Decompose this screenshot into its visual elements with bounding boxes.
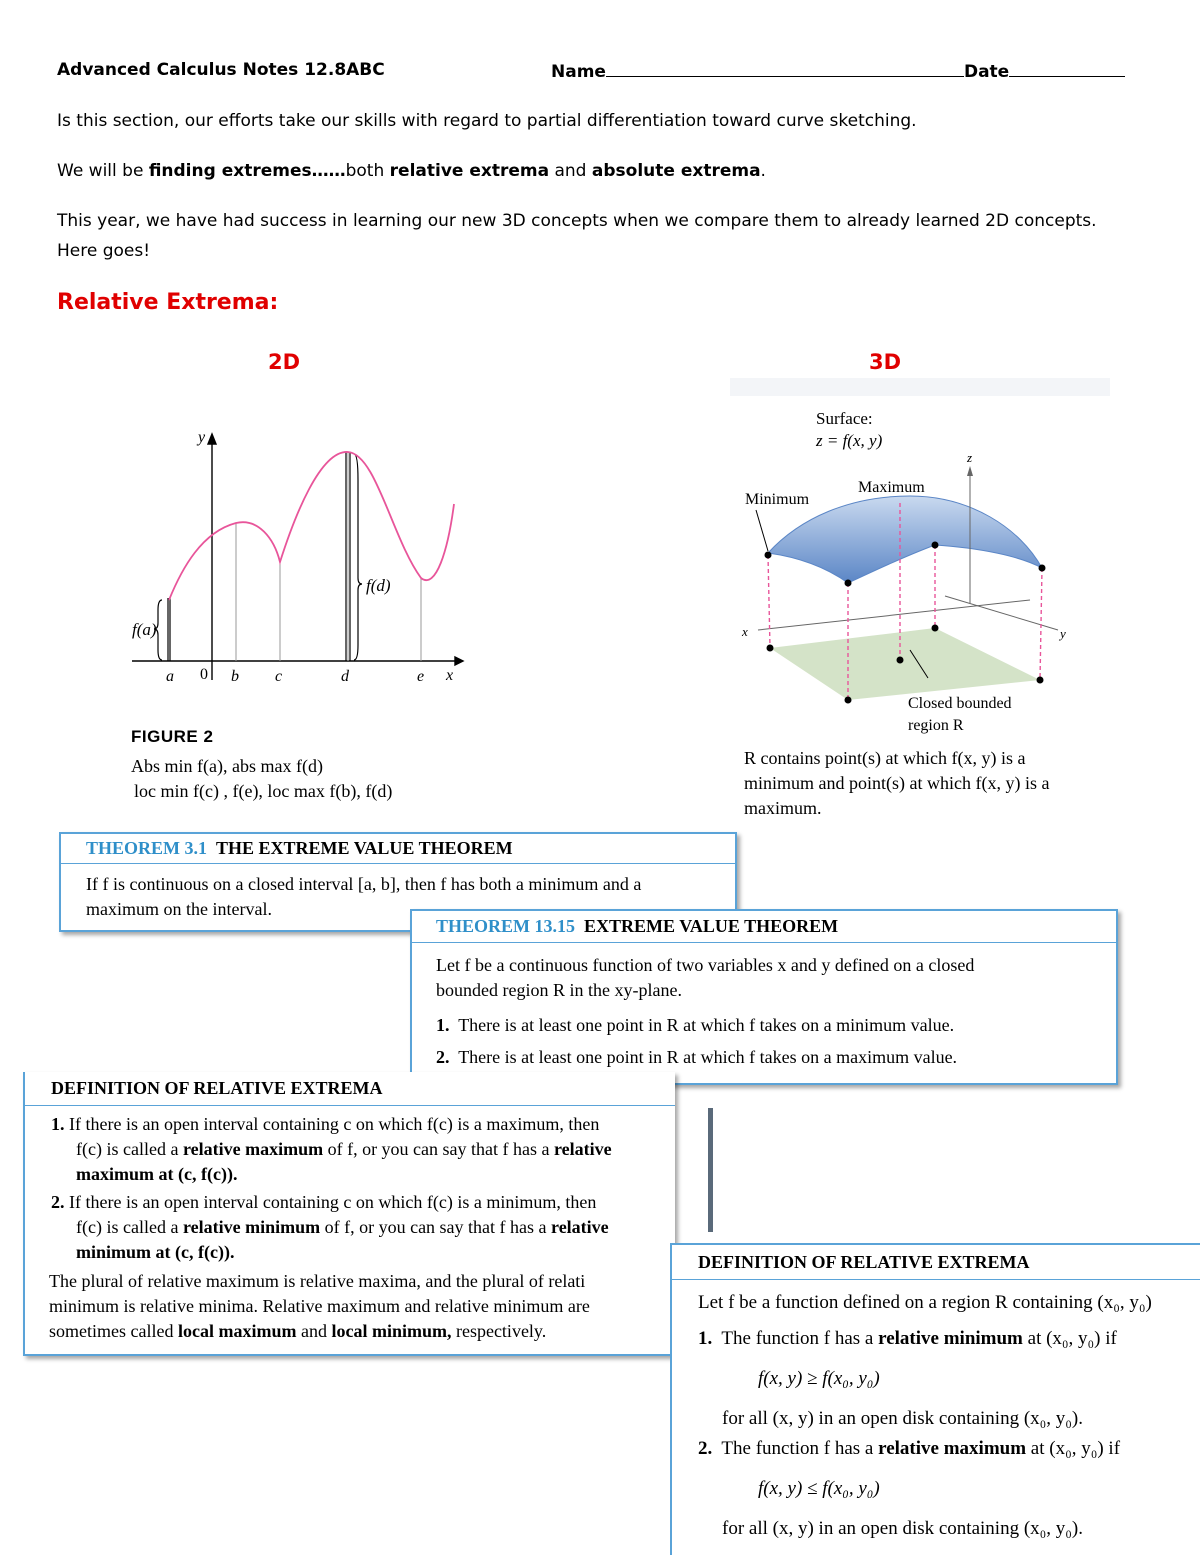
note-line1: The plural of relative maximum is relative maxima, and the plural of relati	[49, 1271, 586, 1291]
item-text: There is at least one point in R at which f takes on a maximum value.	[458, 1047, 958, 1067]
figure-2d-caption-title: FIGURE 2	[131, 727, 214, 746]
theorem-13-15-line2: bounded region R in the xy-plane.	[436, 980, 682, 1000]
item-bold: minimum at (c, f(c)).	[76, 1242, 235, 1262]
fd-label: f(d)	[366, 576, 391, 595]
item-bold: relative minimum	[182, 1217, 321, 1237]
definition-3d-box	[670, 1243, 1200, 1555]
item-text: There is at least one point in R at which f takes on a minimum value.	[458, 1015, 955, 1035]
figure-2d-graph	[110, 420, 480, 700]
z-axis-label: z	[967, 450, 973, 465]
section-title: Relative Extrema:	[57, 290, 279, 315]
definition-3d-ineq2: f(x, y) ≤ f(x₀, y₀)	[758, 1478, 880, 1499]
intro-bold: absolute extrema	[591, 161, 761, 181]
definition-3d-intro: Let f be a function defined on a region R containing (x₀, y₀)	[698, 1292, 1152, 1313]
tick-d: d	[341, 668, 349, 685]
theorem-13-15-number: THEOREM 13.15	[436, 916, 576, 936]
definition-2d-box	[23, 1072, 675, 1356]
definition-3d-ineq1: f(x, y) ≥ f(x₀, y₀)	[758, 1368, 880, 1389]
definition-2d-body	[25, 1106, 675, 1344]
item-text: at (x₀, y₀) if	[1026, 1438, 1121, 1459]
x-axis-label-3d: x	[742, 624, 748, 639]
definition-3d-for2: for all (x, y) in an open disk containing (x₀, y₀).	[722, 1518, 1083, 1539]
item-bold: relative maximum	[878, 1438, 1027, 1459]
y-axis-label-3d: y	[1060, 626, 1066, 641]
name-blank	[606, 60, 964, 77]
tick-b: b	[231, 668, 239, 685]
intro-line-3: This year, we have had success in learning our new 3D concepts when we compare them to already learned 2D concepts.	[57, 211, 1097, 231]
intro-bold: finding extremes……	[148, 161, 346, 181]
minimum-pointer	[756, 510, 768, 551]
item-number: 2.	[436, 1047, 450, 1067]
region-label-1: Closed bounded	[908, 695, 1012, 712]
intro-bold: relative extrema	[389, 161, 550, 181]
item-number: 2.	[698, 1438, 713, 1459]
definition-3d-for1: for all (x, y) in an open disk containing (x₀, y₀).	[722, 1408, 1083, 1429]
date-label: Date	[963, 62, 1010, 82]
note-line3	[49, 1319, 661, 1344]
definition-2d-note	[49, 1269, 661, 1344]
item-bold: relative maximum	[182, 1139, 324, 1159]
figure-3d-top-strip	[730, 378, 1110, 396]
theorem-3-1-line1: If f is continuous on a closed interval [a, b], then f has both a minimum and a	[86, 874, 642, 894]
theorem-13-15-body	[412, 943, 1116, 1070]
maximum-label: Maximum	[858, 479, 925, 496]
fa-label: f(a)	[132, 620, 157, 639]
item-text: of f, or you can say that f has a	[323, 1139, 555, 1159]
definition-3d-item1	[698, 1326, 1200, 1352]
intro-text: We will be	[57, 161, 149, 181]
theorem-13-15-title	[412, 911, 1116, 943]
figure-3d-caption-line1: R contains point(s) at which f(x, y) is a	[744, 748, 1026, 768]
item-text: If there is an open interval containing c on which f(c) is a maximum, then	[69, 1114, 600, 1134]
vertical-divider	[708, 1108, 713, 1232]
theorem-13-15-name: EXTREME VALUE THEOREM	[584, 916, 839, 936]
definition-2d-title: DEFINITION OF RELATIVE EXTREMA	[25, 1072, 675, 1106]
intro-line-1: Is this section, our efforts take our skills with regard to partial differentiation toward curve sketching.	[57, 111, 917, 131]
tick-a: a	[166, 668, 174, 685]
figure-2d-caption-line2: loc min f(c) , f(e), loc max f(b), f(d)	[134, 781, 393, 801]
intro-line-2	[57, 156, 766, 186]
item-number: 1.	[436, 1015, 450, 1035]
name-label: Name	[551, 62, 606, 82]
x-axis-arrow	[455, 657, 463, 665]
surface-label-2: z = f(x, y)	[816, 431, 883, 450]
intro-text: both	[345, 161, 390, 181]
tick-c: c	[275, 668, 283, 685]
name-field	[551, 60, 1125, 82]
figure-3d-caption-line2: minimum and point(s) at which f(x, y) is a	[744, 773, 1050, 793]
theorem-3-1-name: THE EXTREME VALUE THEOREM	[216, 838, 513, 858]
figure-3d-graph	[730, 378, 1110, 748]
surface	[768, 496, 1042, 583]
tick-0: 0	[200, 666, 208, 683]
item-text: of f, or you can say that f has a	[320, 1217, 552, 1237]
note-bold: local minimum,	[331, 1321, 452, 1341]
col-3d-title: 3D	[869, 350, 902, 374]
item-number: 1.	[698, 1328, 713, 1349]
note-line2: minimum is relative minima. Relative maximum and relative minimum are	[49, 1296, 590, 1316]
note-text: respectively.	[451, 1321, 547, 1341]
page-title: Advanced Calculus Notes 12.8ABC	[57, 60, 385, 80]
theorem-3-1-line2: maximum on the interval.	[86, 899, 272, 919]
item-number: 2.	[51, 1192, 65, 1212]
definition-3d-body	[672, 1280, 1200, 1542]
region-label-2: region R	[908, 717, 964, 734]
y-axis-label: y	[198, 429, 206, 446]
figure-2d-caption-line1: Abs min f(a), abs max f(d)	[131, 756, 323, 776]
theorem-13-15-line1: Let f be a continuous function of two variables x and y defined on a closed	[436, 955, 975, 975]
fd-brace	[354, 454, 362, 660]
definition-2d-item1	[51, 1112, 675, 1187]
theorem-3-1-number: THEOREM 3.1	[86, 838, 208, 858]
figure-3d-caption-line3: maximum.	[744, 798, 822, 818]
surface-label-1: Surface:	[816, 409, 873, 428]
region-r	[770, 628, 1040, 700]
item-bold: relative minimum	[878, 1328, 1023, 1349]
x-axis-label: x	[446, 667, 454, 684]
note-text: sometimes called	[49, 1321, 178, 1341]
y-axis-arrow	[208, 434, 216, 444]
definition-3d-item2	[698, 1436, 1200, 1462]
note-text: and	[296, 1321, 332, 1341]
intro-text: and	[549, 161, 592, 181]
tick-e: e	[417, 668, 425, 685]
item-text: The function f has a	[721, 1438, 879, 1459]
item-bold: relative	[551, 1217, 609, 1237]
note-bold: local maximum	[177, 1321, 297, 1341]
theorem-13-15-box	[410, 909, 1118, 1085]
theorem-13-15-item1	[436, 1013, 1116, 1038]
theorem-3-1-title	[61, 834, 735, 864]
item-text: f(c) is called a	[76, 1217, 183, 1237]
item-text: at (x₀, y₀) if	[1022, 1328, 1117, 1349]
intro-line-4: Here goes!	[57, 241, 151, 261]
item-text: The function f has a	[721, 1328, 879, 1349]
date-blank	[1009, 60, 1125, 77]
item-bold: maximum at (c, f(c)).	[76, 1164, 238, 1184]
col-2d-title: 2D	[268, 350, 301, 374]
minimum-label: Minimum	[745, 491, 810, 508]
intro-text: .	[760, 161, 766, 181]
vertical-guides	[236, 452, 421, 661]
definition-3d-title: DEFINITION OF RELATIVE EXTREMA	[672, 1245, 1200, 1280]
item-text: If there is an open interval containing c on which f(c) is a minimum, then	[69, 1192, 597, 1212]
item-number: 1.	[51, 1114, 65, 1134]
definition-2d-item2	[51, 1190, 675, 1265]
item-bold: relative	[554, 1139, 612, 1159]
theorem-13-15-item2	[436, 1045, 1116, 1070]
z-axis-arrow	[967, 466, 973, 476]
item-text: f(c) is called a	[76, 1139, 183, 1159]
